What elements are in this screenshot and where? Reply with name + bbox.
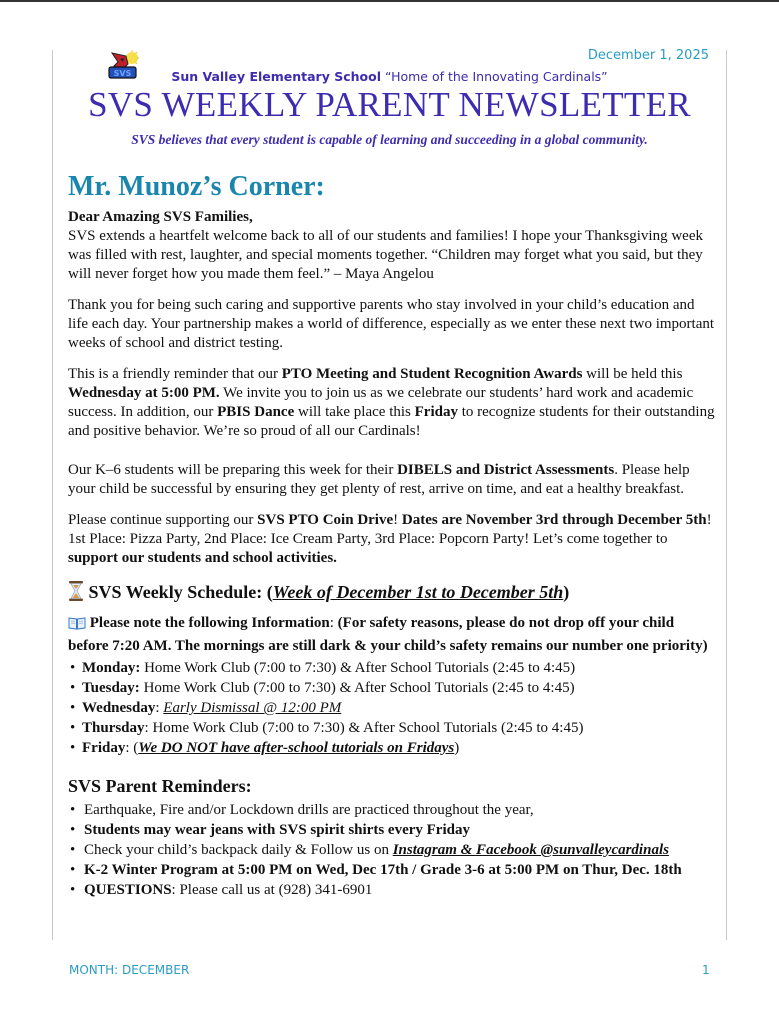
social-media-link[interactable]: Instagram & Facebook @sunvalleycardinals (392, 842, 669, 858)
text: ) (454, 740, 460, 756)
reminder-item (68, 840, 718, 860)
reminder-text: K-2 Winter Program at 5:00 PM on Wed, Dec 17th / Grade 3-6 at 5:00 PM on Thur, Dec. 18th (84, 862, 682, 878)
day-text: : Home Work Club (7:00 to 7:30) & After School Tutorials (2:45 to 4:45) (144, 720, 584, 736)
newsletter-title: SVS WEEKLY PARENT NEWSLETTER (88, 85, 691, 124)
text: Our K–6 students will be preparing this week for their (68, 462, 398, 478)
reminder-text: Check your child’s backpack daily & Follow us on (84, 842, 393, 858)
schedule-item-wednesday (68, 698, 718, 718)
reminders-list (68, 800, 718, 900)
schedule-week: Week of December 1st to December 5th (272, 582, 564, 602)
day-label: Wednesday (82, 700, 156, 716)
questions-label: QUESTIONS (84, 882, 172, 898)
text: ! (393, 512, 402, 528)
page-border-right (726, 50, 727, 940)
text: Please continue supporting our (68, 512, 258, 528)
reminder-item (68, 820, 718, 840)
page-number: 1 (702, 963, 710, 977)
school-name: Sun Valley Elementary School (171, 69, 381, 84)
thank-you-paragraph: Thank you for being such caring and supportive parents who stay involved in your child’s education and life each day. Your partnership makes a world of difference, especially as we enter these next two important weeks of school and district testing. (68, 297, 715, 351)
day-text: Home Work Club (7:00 to 7:30) & After School Tutorials (2:45 to 4:45) (139, 680, 575, 696)
weekly-schedule-heading (68, 580, 718, 607)
principal-corner-heading: Mr. Munoz’s Corner: (68, 171, 325, 202)
text: This is a friendly reminder that our (68, 366, 282, 382)
support-highlight: support our students and school activities. (68, 550, 337, 566)
pto-meeting-highlight: PTO Meeting and Student Recognition Awards (281, 366, 583, 382)
pto-time-highlight: Wednesday at 5:00 PM. (68, 385, 220, 401)
window-top-edge (0, 0, 779, 2)
greeting: Dear Amazing SVS Families, (68, 209, 253, 225)
reminder-text: : Please call us at (928) 341-6901 (171, 882, 373, 898)
schedule-item-tuesday (68, 678, 718, 698)
reminder-text: Earthquake, Fire and/or Lockdown drills are practiced throughout the year, (84, 802, 534, 818)
newsletter-body (68, 170, 718, 900)
text: . Please help your child be successful by ensuring they get plenty of rest, arrive on time, and eat a healthy breakfast. (68, 462, 690, 497)
schedule-list (68, 658, 718, 758)
book-icon (68, 616, 86, 636)
footer-month: MONTH: DECEMBER (69, 963, 190, 977)
text: ) (563, 582, 570, 602)
coin-drive-dates: Dates are November 3rd through December 5th (401, 512, 707, 528)
coin-drive-paragraph (68, 511, 718, 568)
text: We invite you to join us as we celebrate our students’ hard work and academic success. In addition, our (68, 385, 694, 420)
assessments-paragraph (68, 461, 718, 499)
day-label: Friday (82, 740, 126, 756)
hourglass-icon (68, 581, 84, 607)
text: : ( (125, 740, 139, 756)
day-text: Home Work Club (7:00 to 7:30) & After School Tutorials (2:45 to 4:45) (140, 660, 576, 676)
pbis-dance-highlight: PBIS Dance (217, 404, 295, 420)
text: : (329, 615, 338, 631)
reminder-item (68, 880, 718, 900)
school-line (0, 69, 779, 84)
page-border-left (52, 50, 53, 940)
day-label: Tuesday: (82, 680, 140, 696)
friday-note: We DO NOT have after-school tutorials on Fridays (138, 740, 455, 756)
svg-text:SVS: SVS (113, 69, 132, 78)
dibels-highlight: DIBELS and District Assessments (397, 462, 615, 478)
note-label: Please note the following Information (89, 615, 330, 631)
schedule-item-thursday (68, 718, 718, 738)
text: will take place this (294, 404, 415, 420)
newsletter-date: December 1, 2025 (587, 48, 709, 63)
text: to recognize students for their outstanding and positive behavior. We’re so proud of all our Cardinals! (68, 404, 715, 439)
day-label: Monday: (82, 660, 141, 676)
school-motto: SVS believes that every student is capable of learning and succeeding in a global community. (131, 132, 648, 147)
safety-note (68, 613, 718, 656)
schedule-item-friday (68, 738, 718, 758)
day-label: Thursday (82, 720, 145, 736)
note-text: (For safety reasons, please do not drop off your child before 7:20 AM. The mornings are still dark & your child’s safety remains our number one priority) (68, 615, 708, 654)
schedule-title: SVS Weekly Schedule: ( (88, 582, 273, 602)
welcome-paragraph: SVS extends a heartfelt welcome back to all of our students and families! I hope your Thanksgiving week was filled with rest, laughter, and special moments together. “Children may forget what you said, but they will never forget how you made them feel.” – Maya Angelou (68, 228, 703, 282)
schedule-item-monday (68, 658, 718, 678)
parent-reminders-heading: SVS Parent Reminders: (68, 776, 252, 796)
reminder-item (68, 800, 718, 820)
early-dismissal-text: Early Dismissal @ 12:00 PM (163, 700, 342, 716)
reminder-item (68, 860, 718, 880)
text: : (155, 700, 164, 716)
friday-highlight: Friday (414, 404, 458, 420)
school-tagline: “Home of the Innovating Cardinals” (381, 69, 608, 84)
text: will be held this (582, 366, 683, 382)
coin-drive-highlight: SVS PTO Coin Drive (257, 512, 394, 528)
pto-reminder-paragraph (68, 365, 718, 441)
reminder-text: Students may wear jeans with SVS spirit shirts every Friday (84, 822, 470, 838)
text: ! 1st Place: Pizza Party, 2nd Place: Ice Cream Party, 3rd Place: Popcorn Party! Let’s come together to (68, 512, 712, 547)
